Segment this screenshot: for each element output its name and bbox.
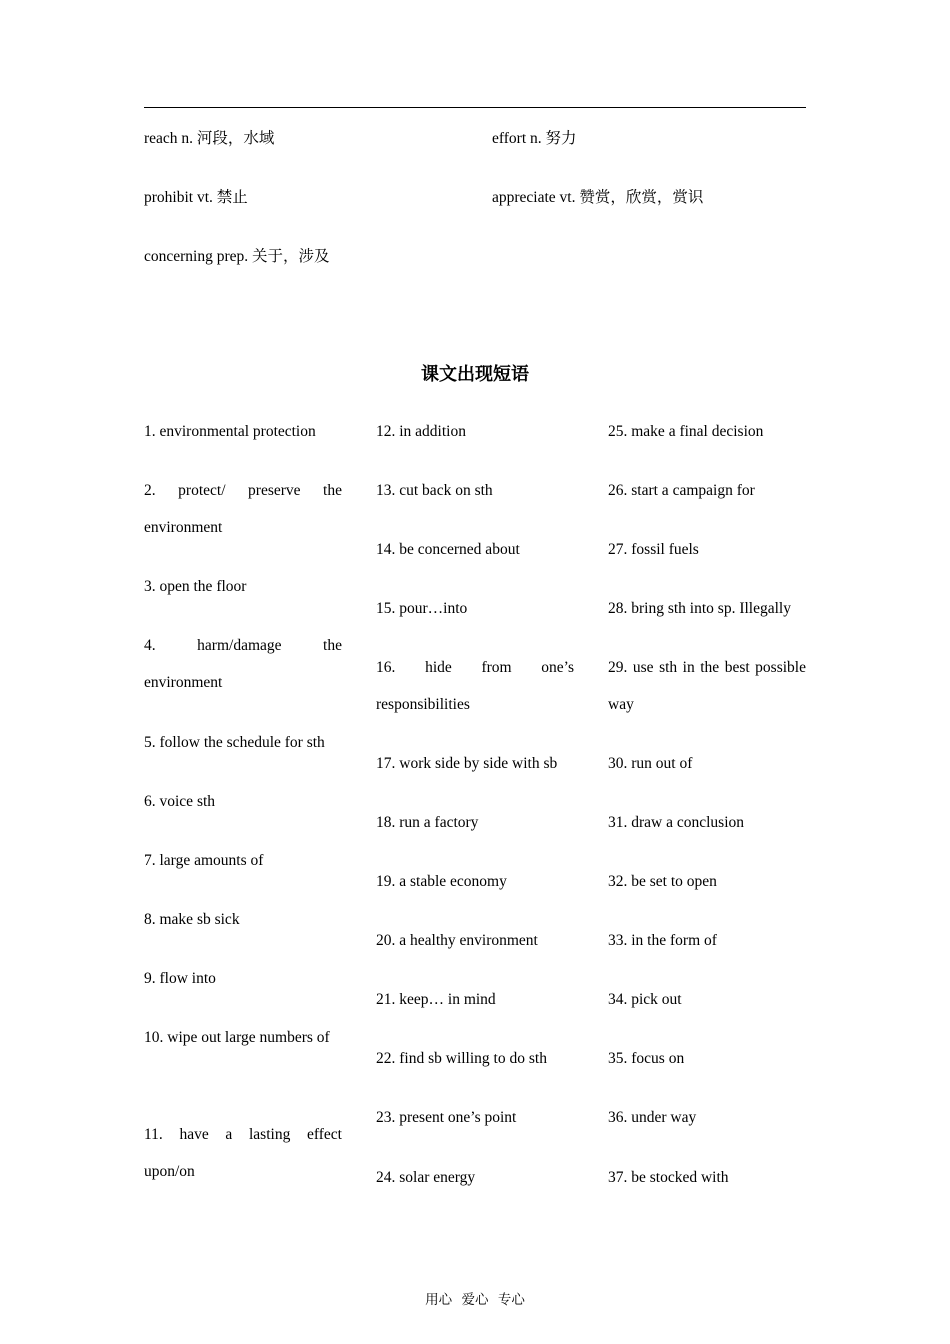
phrase-item: 19. a stable economy [376,873,507,890]
section-title: 课文出现短语 [421,364,529,384]
phrase-item: 11. have a lasting effect upon/on [144,1126,342,1180]
phrase-item: 18. run a factory [376,814,479,831]
phrase-item: 2. protect/ preserve the environment [144,482,342,536]
phrase-item: 20. a healthy environment [376,932,538,949]
phrase-item: 27. fossil fuels [608,541,699,558]
phrase-item: 10. wipe out large numbers of [144,1029,330,1046]
phrase-item: 3. open the floor [144,578,247,595]
vocab-item: reach n. 河段，水域 [144,130,275,147]
phrase-item: 12. in addition [376,423,466,440]
phrase-item: 21. keep… in mind [376,991,496,1008]
phrase-item: 31. draw a conclusion [608,814,745,831]
phrase-item: 28. bring sth into sp. Illegally [608,600,791,617]
page-footer: 用心 爱心 专心 [425,1292,525,1307]
phrase-item: 36. under way [608,1109,697,1126]
phrase-item: 34. pick out [608,991,682,1008]
phrase-item: 8. make sb sick [144,911,240,928]
phrase-item: 17. work side by side with sb [376,755,558,772]
vocab-item: effort n. 努力 [492,130,577,147]
phrase-item: 13. cut back on sth [376,482,493,499]
phrase-item: 6. voice sth [144,793,216,810]
phrase-item: 24. solar energy [376,1169,476,1186]
phrase-item: 35. focus on [608,1050,685,1067]
phrase-item: 9. flow into [144,970,216,987]
phrase-item: 33. in the form of [608,932,717,949]
phrase-item: 23. present one’s point [376,1109,517,1126]
phrase-item: 1. environmental protection [144,423,316,440]
phrase-item: 22. find sb willing to do sth [376,1050,547,1067]
vocab-item: concerning prep. 关于，涉及 [144,248,330,265]
phrase-item: 7. large amounts of [144,852,264,869]
vocab-item: appreciate vt. 赞赏，欣赏，赏识 [492,189,704,206]
phrase-item: 14. be concerned about [376,541,520,558]
phrase-item: 26. start a campaign for [608,482,755,499]
phrase-item: 15. pour…into [376,600,468,617]
phrase-item: 25. make a final decision [608,423,764,440]
header-rule [144,107,806,108]
phrase-item: 37. be stocked with [608,1169,729,1186]
phrase-item: 16. hide from one’s responsibilities [376,659,574,713]
phrase-item: 5. follow the schedule for sth [144,734,325,751]
phrase-item: 29. use sth in the best possible way [608,659,806,713]
vocab-item: prohibit vt. 禁止 [144,189,248,206]
phrase-item: 30. run out of [608,755,693,772]
phrase-item: 4. harm/damage the environment [144,637,342,691]
phrase-item: 32. be set to open [608,873,717,890]
